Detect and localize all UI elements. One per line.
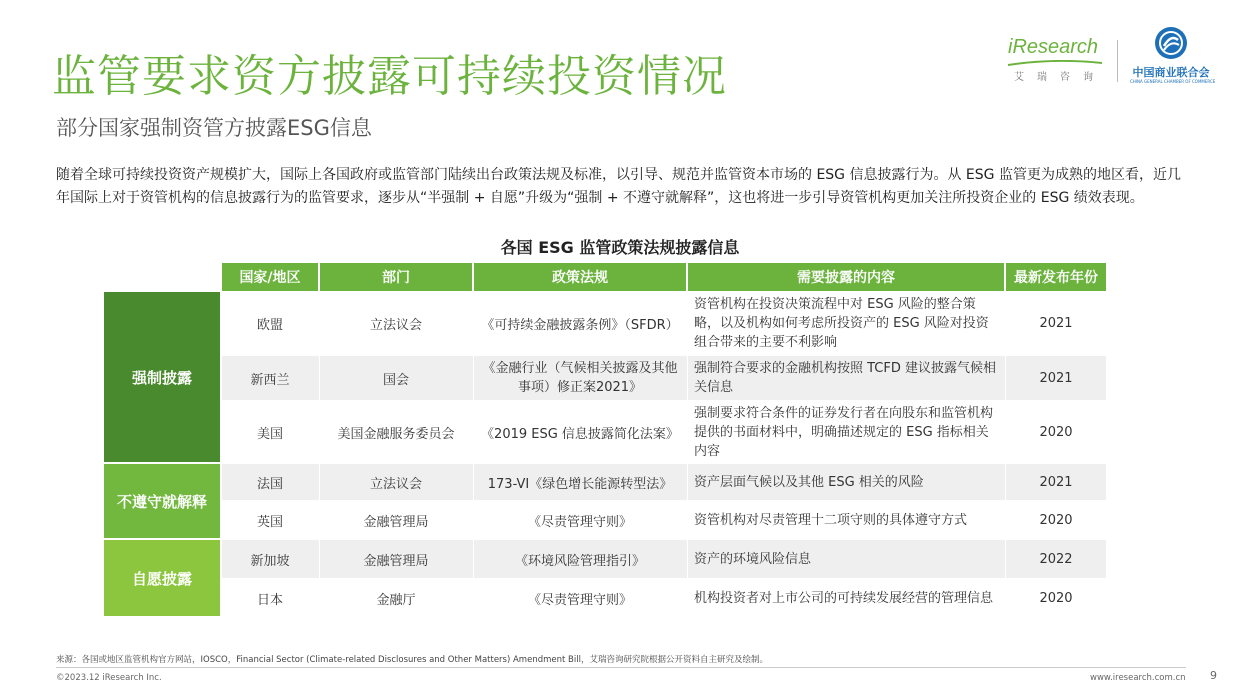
page-subtitle: 部分国家强制资管方披露ESG信息 [56, 116, 372, 140]
cgcc-logo [1130, 26, 1216, 88]
cell-policy: 《尽责管理守则》 [527, 592, 632, 608]
header-department: 部门 [320, 263, 472, 291]
source-note: 来源：各国或地区监管机构官方网站，IOSCO，Financial Sector (Climate-related Disclosures and Other Matters) Amendment Bill，艾瑞咨询研究院根据公开资料自主研究及绘制。 [56, 655, 768, 665]
cell-country: 法国 [256, 476, 283, 492]
header-content: 需要披露的内容 [688, 263, 1004, 291]
cell-policy: 《环境风险管理指引》 [514, 553, 645, 569]
column-divider [1005, 292, 1006, 616]
cell-department: 金融厅 [376, 592, 416, 608]
table-row [222, 292, 1106, 354]
cell-department: 立法议会 [369, 476, 422, 492]
iresearch-logo-text: iResearch [1008, 36, 1099, 58]
category-comply-or-explain: 不遵守就解释 [104, 464, 220, 538]
header-country: 国家/地区 [222, 263, 318, 291]
cell-content: 强制符合要求的金融机构按照 TCFD 建议披露气候相关信息 [694, 361, 997, 395]
column-divider [473, 292, 474, 616]
column-divider [319, 292, 320, 616]
cell-year: 2020 [1039, 590, 1073, 606]
cell-year: 2021 [1039, 370, 1073, 386]
logo-divider [1117, 40, 1118, 82]
website-link[interactable]: www.iresearch.com.cn [1090, 673, 1186, 683]
cell-department: 美国金融服务委员会 [337, 426, 455, 442]
cell-country: 美国 [256, 426, 283, 442]
cell-year: 2021 [1039, 474, 1073, 490]
cell-year: 2021 [1039, 315, 1073, 331]
category-voluntary: 自愿披露 [104, 540, 220, 616]
table-row [222, 464, 1106, 500]
table-title: 各国 ESG 监管政策法规披露信息 [500, 238, 740, 257]
table-row [222, 502, 1106, 538]
cell-policy: 《2019 ESG 信息披露简化法案》 [481, 426, 679, 442]
cell-content: 资产层面气候以及其他 ESG 相关的风险 [694, 474, 924, 490]
cell-department: 金融管理局 [363, 514, 429, 530]
table-row [222, 540, 1106, 578]
cell-country: 欧盟 [256, 317, 283, 333]
intro-paragraph: 随着全球可持续投资资产规模扩大，国际上各国政府或监管部门陆续出台政策法规及标准，以引导、规范并监管资本市场的 ESG 信息披露行为。从 ESG 监管更为成熟的地区看，近几年国际上对于资管机构的信息披露行为的监管要求，逐步从“半强制 + 自愿”升级为“强制 + 不遵守就解释”，这也将进一步引导资管机构更加关注所投资企业的 ESG 绩效表现。 [56, 167, 1181, 206]
cgcc-emblem-icon [1154, 26, 1188, 60]
cell-year: 2020 [1039, 424, 1073, 440]
column-divider [687, 292, 688, 616]
table-row [222, 356, 1106, 400]
header-year: 最新发布年份 [1006, 263, 1106, 291]
cell-department: 立法议会 [369, 317, 422, 333]
cell-content: 强制要求符合条件的证券发行者在向股东和监管机构提供的书面材料中，明确描述规定的 ESG 指标相关内容 [694, 405, 994, 459]
copyright: ©2023.12 iResearch Inc. [56, 673, 162, 683]
cgcc-logo-english: CHINA GENERAL CHAMBER OF COMMERCE [1130, 79, 1216, 84]
page-title: 监管要求资方披露可持续投资情况 [52, 51, 727, 102]
iresearch-logo [1008, 36, 1104, 86]
cell-year: 2022 [1039, 551, 1073, 567]
cell-content: 资管机构在投资决策流程中对 ESG 风险的整合策略，以及机构如何考虑所投资产的 ESG 风险对投资组合带来的主要不利影响 [694, 296, 989, 350]
cell-year: 2020 [1039, 512, 1073, 528]
cell-content: 机构投资者对上市公司的可持续发展经营的管理信息 [694, 590, 994, 606]
category-mandatory: 强制披露 [104, 292, 220, 462]
cell-department: 国会 [382, 372, 409, 388]
cell-content: 资产的环境风险信息 [694, 551, 812, 567]
cgcc-logo-name: 中国商业联合会 [1132, 66, 1210, 79]
cell-policy: 《金融行业（气候相关披露及其他事项）修正案2021》 [482, 361, 678, 395]
table-row [222, 402, 1106, 462]
cell-country: 新西兰 [250, 372, 290, 388]
footer-divider [56, 667, 1186, 668]
table-row [222, 580, 1106, 616]
cell-content: 资管机构对尽责管理十二项守则的具体遵守方式 [694, 512, 968, 528]
cell-country: 日本 [256, 592, 283, 608]
iresearch-swoosh-icon [1008, 60, 1102, 66]
cell-policy: 《尽责管理守则》 [527, 514, 632, 530]
cell-policy: 《可持续金融披露条例》（SFDR） [481, 317, 679, 333]
cell-policy: 173-VI《绿色增长能源转型法》 [487, 476, 673, 492]
cell-country: 英国 [256, 514, 283, 530]
header-policy: 政策法规 [474, 263, 686, 291]
cell-country: 新加坡 [250, 553, 290, 569]
iresearch-logo-subtext: 艾瑞咨询 [1014, 72, 1106, 83]
page-number: 9 [1210, 669, 1217, 682]
cell-department: 金融管理局 [363, 553, 429, 569]
